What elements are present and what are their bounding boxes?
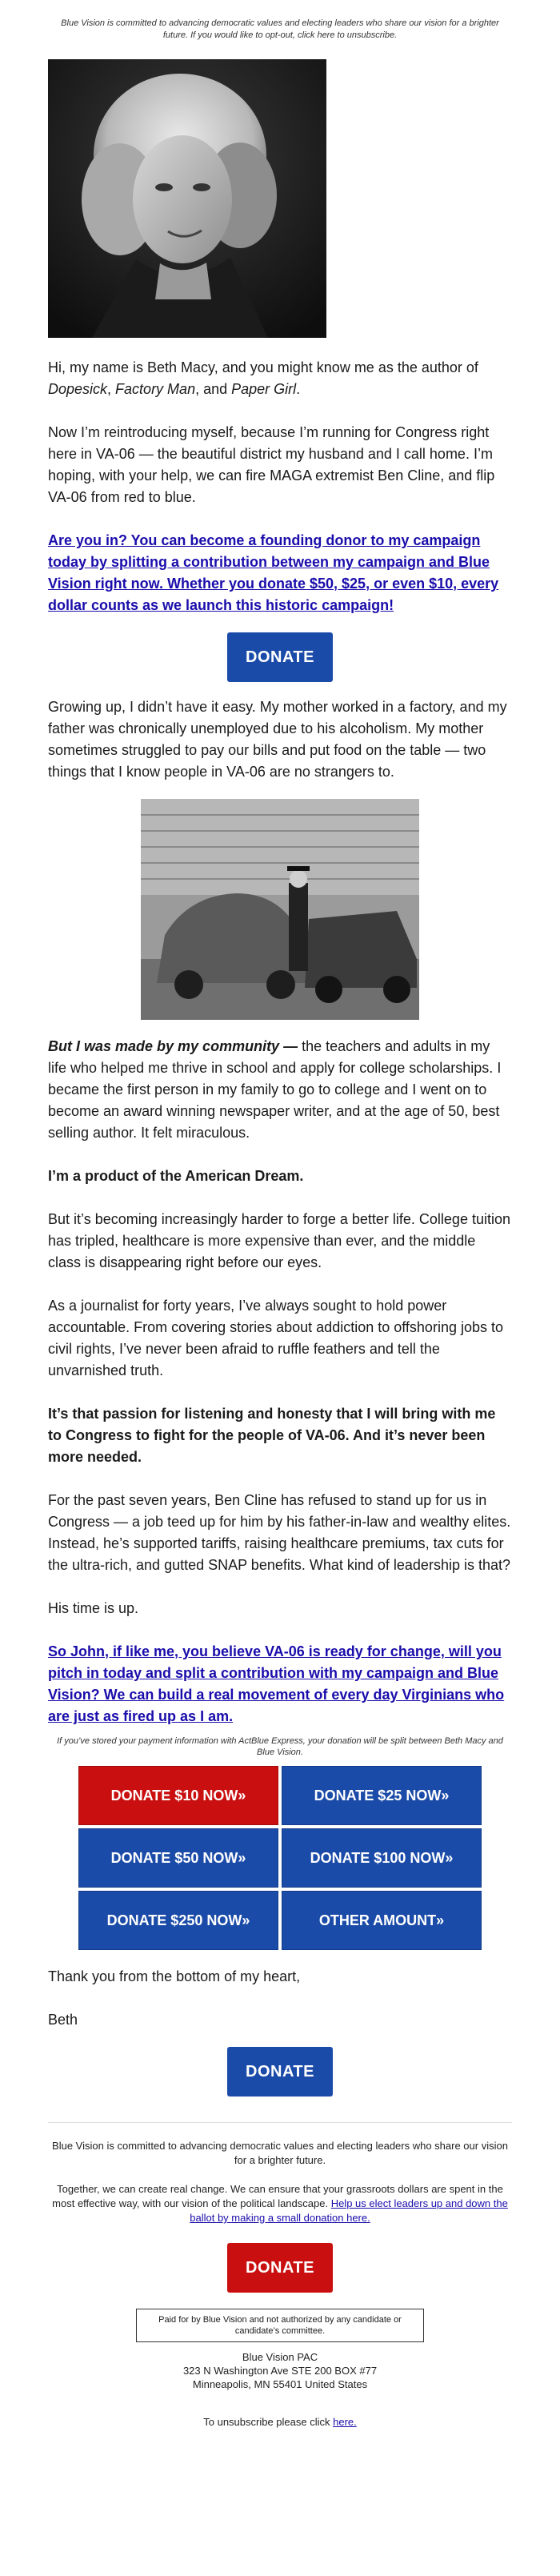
- community-paragraph: But I was made by my community — the teachers and adults in my life who helped me thrive in school and apply for college scholarships. I became the first person in my family to go to college and I went on to become an award winning newspaper writer, and at the age of 50, best selling author. It felt miraculous.: [48, 1038, 502, 1141]
- book-title: Dopesick: [48, 381, 108, 397]
- pitch-in-link[interactable]: So John, if like me, you believe VA-06 is ready for change, will you pitch in today and split a contribution with my campaign and Blue Vision? We can build a real movement of every day Virginians who are just as fired up as I am.: [48, 1643, 505, 1724]
- donate-button[interactable]: DONATE: [227, 632, 333, 682]
- footer-together: Together, we can create real change. We can ensure that your grassroots dollars are spent in the most effective way, with our vision of the political landscape. Help us elect leaders up and down the ballot by making a small donation here.: [52, 2183, 508, 2224]
- candidate-portrait: [48, 59, 326, 338]
- book-title: Paper Girl: [231, 381, 297, 397]
- actblue-note: If you’ve stored your payment information with ActBlue Express, your donation will be split between Beth Macy and Blue Vision.: [57, 1736, 503, 1757]
- donate-100-button[interactable]: DONATE $100 NOW»: [282, 1828, 482, 1888]
- ben-cline-paragraph: For the past seven years, Ben Cline has refused to stand up for us in Congress — a job teed up for him by his father-in-law and wealthy elites. Instead, he’s supported tariffs, raising healthcare premiums, tax cuts for the ultra-rich, and gutted SNAP benefits. What kind of leadership is that?: [48, 1492, 511, 1573]
- unsubscribe-line: To unsubscribe please click here.: [203, 2416, 357, 2428]
- org-name: Blue Vision PAC: [242, 2351, 318, 2363]
- small-donation-link[interactable]: Help us elect leaders up and down the ballot by making a small donation here.: [190, 2197, 508, 2224]
- donate-10-button[interactable]: DONATE $10 NOW»: [78, 1766, 278, 1825]
- intro-paragraph: Hi, my name is Beth Macy, and you might know me as the author of Dopesick, Factory Man, and Paper Girl.: [48, 359, 478, 397]
- american-dream-line: I’m a product of the American Dream.: [48, 1168, 304, 1184]
- donate-250-button[interactable]: DONATE $250 NOW»: [78, 1891, 278, 1950]
- street-address: 323 N Washington Ave STE 200 BOX #77: [182, 2365, 378, 2377]
- footer-mission: Blue Vision is committed to advancing democratic values and electing leaders who share our vision for a brighter future.: [52, 2140, 508, 2166]
- reintroduction-paragraph: Now I’m reintroducing myself, because I’m running for Congress right here in VA-06 — the beautiful district my husband and I call home. I’m hoping, with your help, we can fire MAGA extremist Ben Cline, and flip VA-06 from red to blue.: [48, 424, 495, 505]
- city-address: Minneapolis, MN 55401 United States: [192, 2378, 368, 2390]
- harder-life-paragraph: But it’s becoming increasingly harder to forge a better life. College tuition has tripled, healthcare is more expensive than ever, and the middle class is disappearing right before our eyes.: [48, 1211, 510, 1270]
- email-body: [48, 59, 512, 2430]
- passion-paragraph: It’s that passion for listening and honesty that I will bring with me to Congress to fight for the people of VA-06. And it’s never been more needed.: [48, 1406, 496, 1465]
- growing-up-paragraph: Growing up, I didn’t have it easy. My mother worked in a factory, and my father was chronically unemployed due to his alcoholism. My mother sometimes struggled to pay our bills and put food on the table — two things that I know people in VA-06 are no strangers to.: [48, 699, 507, 780]
- header-note[interactable]: Blue Vision is committed to advancing democratic values and electing leaders who share our vision for a brighter future. If you would like to opt-out, click here to unsubscribe.: [61, 18, 499, 40]
- donation-amount-grid: [78, 1766, 482, 1950]
- footer-donate-button[interactable]: DONATE: [227, 2243, 333, 2293]
- time-is-up-line: His time is up.: [48, 1600, 139, 1616]
- childhood-photo: [141, 799, 419, 1020]
- donate-button[interactable]: DONATE: [227, 2047, 333, 2097]
- founding-donor-link[interactable]: Are you in? You can become a founding donor to my campaign today by splitting a contribution between my campaign and Blue Vision right now. Whether you donate $50, $25, or even $10, every dollar counts as we launch this historic campaign!: [48, 532, 499, 613]
- signature: Beth: [48, 2012, 78, 2028]
- donate-50-button[interactable]: DONATE $50 NOW»: [78, 1828, 278, 1888]
- thank-you-line: Thank you from the bottom of my heart,: [48, 1968, 301, 1984]
- journalist-paragraph: As a journalist for forty years, I’ve always sought to hold power accountable. From covering stories about addiction to offshoring jobs to civil rights, I’ve never been afraid to ruffle feathers and tell the unvarnished truth.: [48, 1298, 503, 1378]
- book-title: Factory Man: [115, 381, 196, 397]
- unsubscribe-link[interactable]: here.: [333, 2416, 357, 2428]
- mailing-address: [48, 2350, 512, 2391]
- paid-for-disclaimer: Paid for by Blue Vision and not authorized by any candidate or candidate’s committee.: [136, 2309, 424, 2342]
- donate-25-button[interactable]: DONATE $25 NOW»: [282, 1766, 482, 1825]
- other-amount-button[interactable]: OTHER AMOUNT»: [282, 1891, 482, 1950]
